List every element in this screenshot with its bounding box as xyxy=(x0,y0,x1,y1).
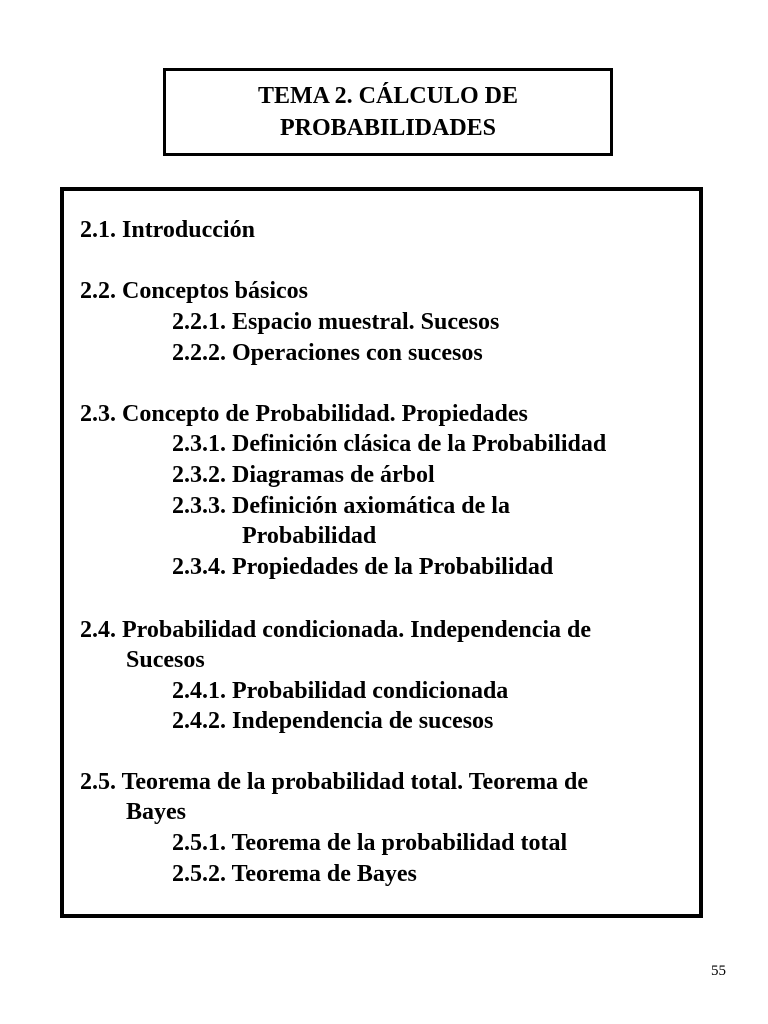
toc-subsection-2-3-1: 2.3.1. Definición clásica de la Probabilidad xyxy=(172,431,607,457)
toc-section-2-4: 2.4. Probabilidad condicionada. Independencia de xyxy=(80,617,592,643)
chapter-title-line-2: PROBABILIDADES xyxy=(279,115,497,141)
toc-section-2-2: 2.2. Conceptos básicos xyxy=(80,278,309,304)
table-of-contents xyxy=(60,187,703,918)
chapter-title-line-1: TEMA 2. CÁLCULO DE xyxy=(257,83,519,109)
toc-subsection-2-3-3-continuation: Probabilidad xyxy=(242,523,377,549)
toc-subsection-2-2-1: 2.2.1. Espacio muestral. Sucesos xyxy=(172,309,500,335)
toc-subsection-2-4-1: 2.4.1. Probabilidad condicionada xyxy=(172,678,509,704)
toc-section-2-3: 2.3. Concepto de Probabilidad. Propiedades xyxy=(80,401,528,427)
toc-subsection-2-4-2: 2.4.2. Independencia de sucesos xyxy=(172,708,494,734)
toc-subsection-2-3-4: 2.3.4. Propiedades de la Probabilidad xyxy=(172,554,554,580)
toc-subsection-2-2-2: 2.2.2. Operaciones con sucesos xyxy=(172,340,483,366)
chapter-title-box xyxy=(163,68,613,156)
toc-section-2-4-continuation: Sucesos xyxy=(126,647,205,673)
toc-subsection-2-3-2: 2.3.2. Diagramas de árbol xyxy=(172,462,435,488)
toc-subsection-2-5-1: 2.5.1. Teorema de la probabilidad total xyxy=(172,830,568,856)
toc-subsection-2-3-3: 2.3.3. Definición axiomática de la xyxy=(172,493,510,519)
toc-section-2-5-continuation: Bayes xyxy=(126,799,186,825)
toc-section-2-5: 2.5. Teorema de la probabilidad total. Teorema de xyxy=(80,769,589,795)
toc-subsection-2-5-2: 2.5.2. Teorema de Bayes xyxy=(172,861,417,887)
toc-section-2-1: 2.1. Introducción xyxy=(80,217,255,243)
page-number: 55 xyxy=(711,963,726,979)
